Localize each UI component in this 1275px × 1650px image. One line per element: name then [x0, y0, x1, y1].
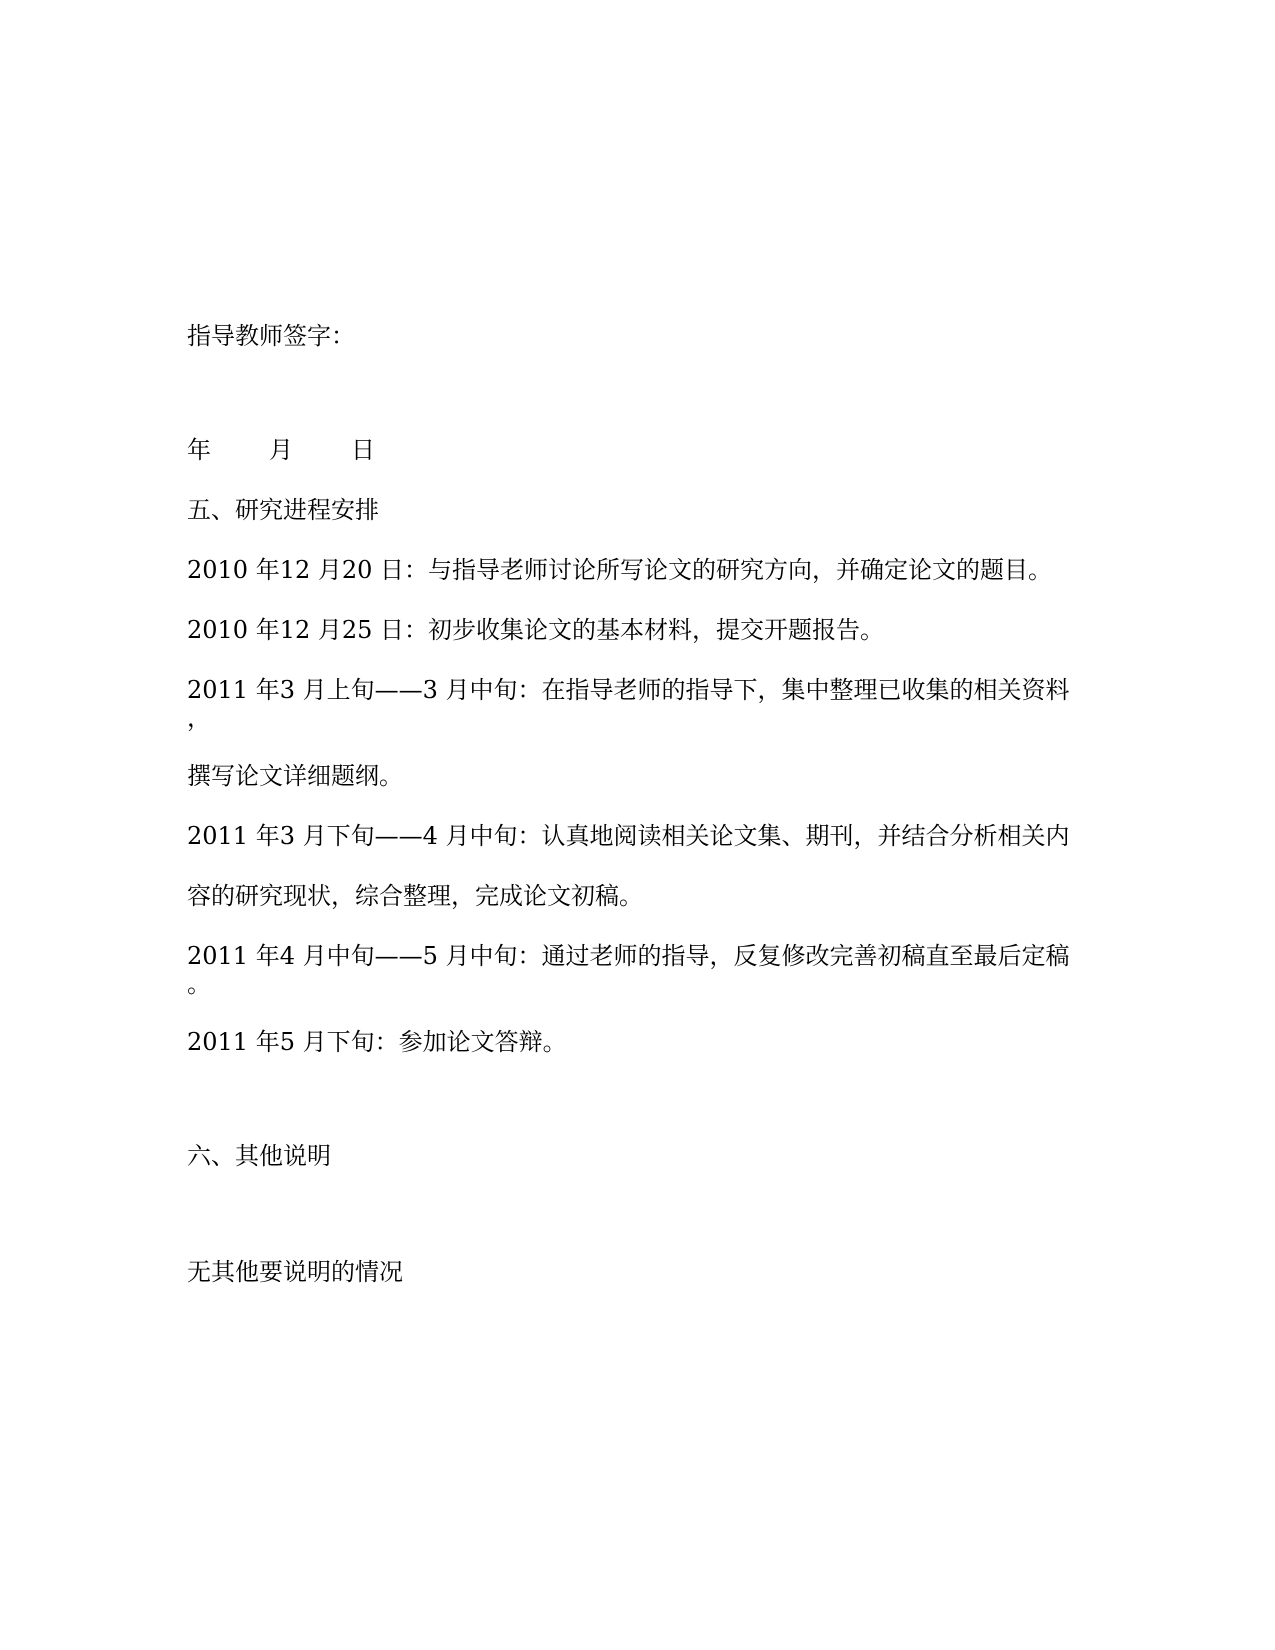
date-month-label: 月 [269, 436, 293, 464]
schedule-item: 2010 年12 月25 日：初步收集论文的基本材料，提交开题报告。 [187, 616, 885, 644]
schedule-item: 2011 年3 月下旬——4 月中旬：认真地阅读相关论文集、期刊，并结合分析相关内 [187, 822, 1070, 850]
schedule-item: 2011 年5 月下旬：参加论文答辩。 [187, 1028, 567, 1056]
schedule-item-continuation: 容的研究现状，综合整理，完成论文初稿。 [187, 882, 643, 910]
signature-date [187, 436, 375, 464]
schedule-item-continuation: 。 [187, 970, 211, 998]
schedule-item: 2011 年3 月上旬——3 月中旬：在指导老师的指导下，集中整理已收集的相关资料 [187, 676, 1070, 704]
schedule-item-continuation: ， [187, 704, 211, 732]
section-6-heading: 六、其他说明 [187, 1142, 331, 1170]
schedule-item: 2011 年4 月中旬——5 月中旬：通过老师的指导，反复修改完善初稿直至最后定稿 [187, 942, 1070, 970]
section-6-body: 无其他要说明的情况 [187, 1258, 403, 1286]
advisor-signature-label: 指导教师签字： [187, 322, 355, 350]
schedule-item-continuation: 撰写论文详细题纲。 [187, 762, 403, 790]
section-5-heading: 五、研究进程安排 [187, 496, 379, 524]
schedule-item: 2010 年12 月20 日：与指导老师讨论所写论文的研究方向，并确定论文的题目。 [187, 556, 1053, 584]
date-year-label: 年 [187, 436, 211, 464]
date-day-label: 日 [351, 436, 375, 464]
